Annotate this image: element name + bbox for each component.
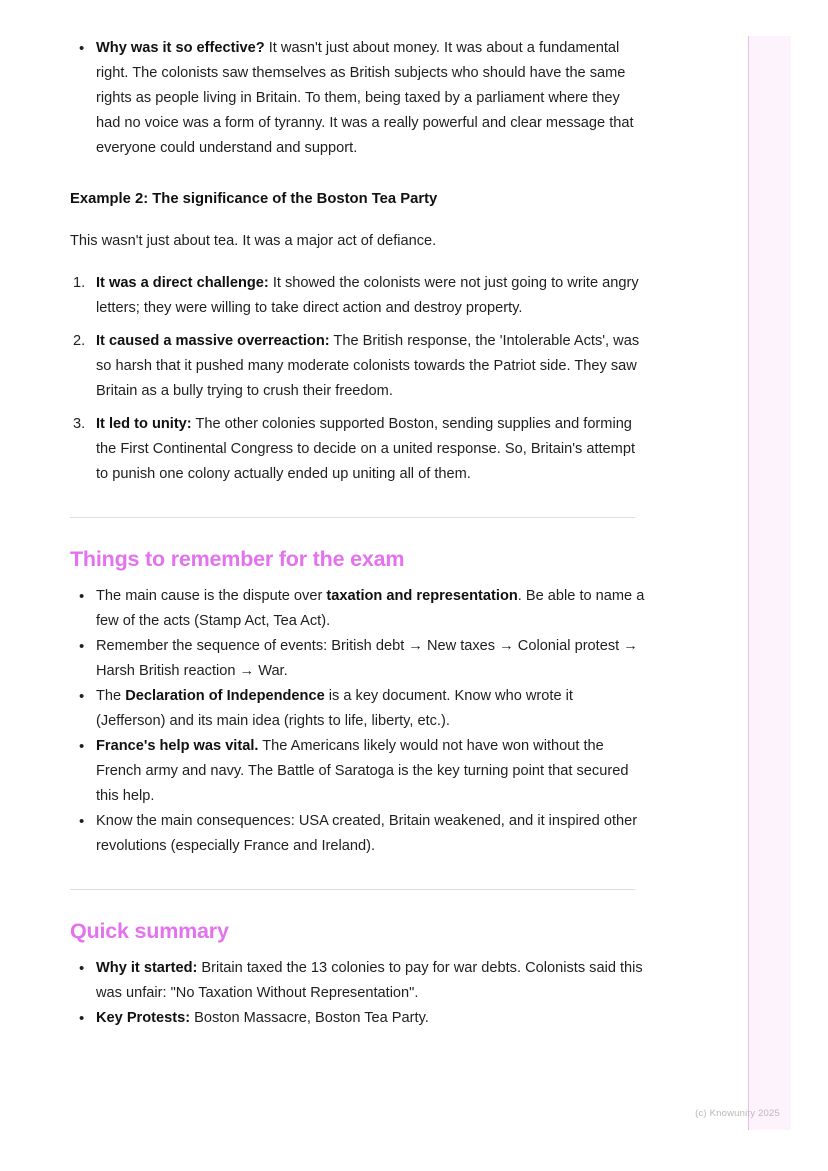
list-item <box>70 271 645 321</box>
list-item <box>70 329 645 404</box>
section-divider <box>70 517 635 518</box>
summary-text: Boston Massacre, Boston Tea Party. <box>190 1010 429 1026</box>
point-lead: It caused a massive overreaction: <box>96 333 330 349</box>
item-bold: taxation and representation <box>326 588 518 604</box>
item-post: is a key document. Know who wrote it (Jefferson) and its main idea (rights to life, liberty, etc.). <box>96 688 573 729</box>
list-item <box>70 956 645 1006</box>
quick-summary-heading: Quick summary <box>70 919 229 943</box>
things-to-remember-heading: Things to remember for the exam <box>70 547 405 571</box>
list-item <box>70 634 645 684</box>
summary-text: Britain taxed the 13 colonies to pay for war debts. Colonists said this was unfair: "No Taxation Without Representation". <box>96 960 643 1001</box>
example-2-heading: Example 2: The significance of the Boston Tea Party <box>70 191 438 207</box>
item-pre: Know the main consequences: USA created, Britain weakened, and it inspired other revolutions (especially France and Ireland). <box>96 813 638 854</box>
bullet-text: It wasn't just about money. It was about a fundamental right. The colonists saw themselves as British subjects who should have the same rights as people living in Britain. To them, being taxed by a parliament where they had no voice was a form of tyranny. It was a really powerful and clear message that everyone could understand and support. <box>96 40 634 156</box>
bullet-lead: Why was it so effective? <box>96 40 265 56</box>
example-2-points-list <box>70 271 645 487</box>
decorative-side-band <box>748 36 791 1130</box>
things-to-remember-list <box>70 584 645 859</box>
example-2-intro: This wasn't just about tea. It was a major act of defiance. <box>70 233 437 249</box>
item-pre: The <box>96 688 126 704</box>
section-divider-2 <box>70 889 635 890</box>
summary-lead: Key Protests: <box>96 1010 191 1026</box>
list-item <box>70 684 645 734</box>
item-pre: Remember the sequence of events: British debt → New taxes → Colonial protest → Harsh British reaction → War. <box>96 638 638 679</box>
point-lead: It was a direct challenge: <box>96 275 269 291</box>
list-item <box>70 809 645 859</box>
document-content <box>70 36 645 1031</box>
point-lead: It led to unity: <box>96 416 192 432</box>
list-item <box>70 584 645 634</box>
item-bold: Declaration of Independence <box>125 688 325 704</box>
list-item <box>70 1006 645 1031</box>
list-item <box>70 734 645 809</box>
item-bold: France's help was vital. <box>96 738 259 754</box>
item-pre: The main cause is the dispute over <box>96 588 327 604</box>
summary-lead: Why it started: <box>96 960 198 976</box>
point-text: The British response, the 'Intolerable Acts', was so harsh that it pushed many moderate colonists towards the Patriot side. They saw Britain as a bully trying to crush their freedom. <box>96 333 640 399</box>
list-item <box>70 36 645 161</box>
item-post: The Americans likely would not have won without the French army and navy. The Battle of Saratoga is the key turning point that secured this help. <box>96 738 629 804</box>
point-text: It showed the colonists were not just going to write angry letters; they were willing to take direct action and destroy property. <box>96 275 639 316</box>
list-item <box>70 412 645 487</box>
point-text: The other colonies supported Boston, sending supplies and forming the First Continental Congress to decide on a united response. So, Britain's attempt to punish one colony actually ended up uniting all of them. <box>96 416 635 482</box>
effective-bullet-list <box>70 36 645 161</box>
item-post: . Be able to name a few of the acts (Stamp Act, Tea Act). <box>96 588 645 629</box>
footer-credit: (c) Knowunity 2025 <box>695 1108 780 1119</box>
quick-summary-list <box>70 956 645 1031</box>
